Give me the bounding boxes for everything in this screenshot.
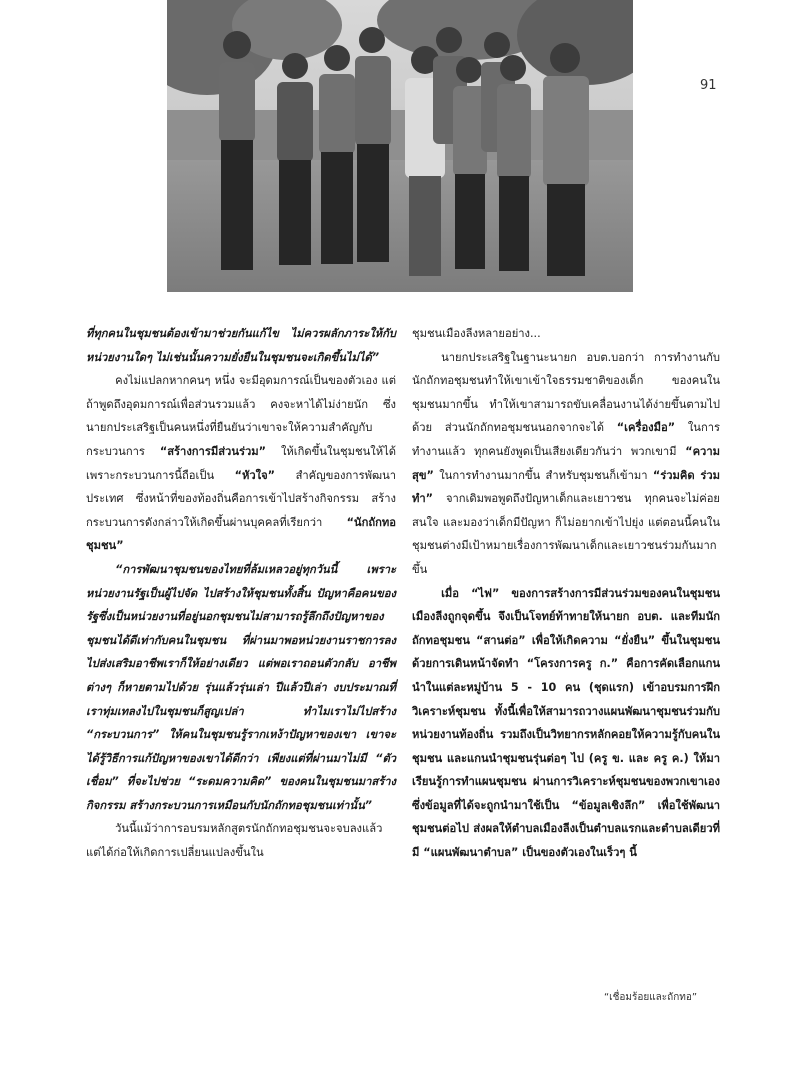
group-photo-icon <box>167 0 633 292</box>
paragraph-mayor <box>412 346 720 582</box>
bold-run: “ร่วมคิด ร่วมทำ” <box>412 468 721 506</box>
bold-run: “นักถักทอชุมชน” <box>86 515 396 553</box>
paragraph-today: วันนี้แม้ว่าการอบรมหลักสูตรนักถักทอชุมชนจะจบลงแล้ว แต่ได้ก่อให้เกิดการเปลี่ยนแปลงขึ้นใน <box>86 822 383 860</box>
text-run: จากเดิมพอพูดถึงปัญหาเด็กและเยาวชน ทุกคนจะไม่ค่อยสนใจ และมองว่าเด็กมีปัญหา ก็ไม่อยากเข้าไปยุ่ง แต่ตอนนี้คนในชุมชนต่างมีเป้าหมายเรื่องการพัฒนาเด็กและเยาวชนร่วมกันมากขึ้น <box>412 492 720 576</box>
paragraph-ideology <box>86 369 396 558</box>
bold-run: “ความสุข” <box>412 444 720 482</box>
text-run: ในการทำงานแล้ว ทุกคนยังพูดเป็นเสียงเดียวกันว่า พวกเขามี <box>412 421 721 458</box>
quote-intro: ที่ทุกคนในชุมชนต้องเข้ามาช่วยกันแก้ไข ไม่ควรผลักภาระให้กับหน่วยงานใดๆ ไม่เช่นนั้นความยั่งยืนในชุมชนจะเกิดขึ้นไม่ได้” <box>86 327 396 364</box>
text-run: ให้เกิดขึ้นในชุมชนให้ได้ เพราะกระบวนการนี้ถือเป็น <box>86 444 396 482</box>
quote-development: “การพัฒนาชุมชนของไทยที่ล้มเหลวอยู่ทุกวันนี้ เพราะหน่วยงานรัฐเป็นผู้ไปจัด ไปสร้างให้ชุมชนทั้งสิ้น ปัญหาคือคนของรัฐซึ่งเป็นหน่วยงานที่อยู่นอกชุมชนไม่สามารถรู้ลึกถึงปัญหาของชุมชนได้ดีเท่ากับคนในชุมชน ที่ผ่านมาพอหน่วยงานราชการลงไปส่งเสริมอาชีพเราก็ให้อย่างเดียว แต่พอเราถอนตัวกลับ อาชีพต่างๆ ก็หายตามไปด้วย รุ่นแล้วรุ่นเล่า ปีแล้วปีเล่า งบประมาณที่เราทุ่มเทลงไปในชุมชนก็สูญเปล่า ทำไมเราไม่ไปสร้าง “กระบวนการ” ให้คนในชุมชนรู้รากเหง้าปัญหาของเขา เขาจะได้รู้วิธีการแก้ปัญหาของเขาได้ดีกว่า เพียงแต่ที่ผ่านมาไม่มี “ตัวเชื่อม” ที่จะไปช่วย “ระดมความคิด” ของคนในชุมชนมาสร้างกิจกรรม สร้างกระบวนการเหมือนกับนักถักทอชุมชนเท่านั้น” <box>86 562 396 812</box>
text-run: นายกประเสริฐในฐานะนายก อบต.บอกว่า การทำงานกับนักถักทอชุมชนทำให้เขาเข้าใจธรรมชาติของเด็ก ของคนในชุมชนมากขึ้น ทำให้เขาสามารถขับเคลื่อนงานได้ง่ายขึ้นตามไปด้วย ส่วนนักถักทอชุมชนนอกจากจะได้ <box>412 350 720 435</box>
right-column <box>412 322 720 865</box>
text-run: ในการทำงานมากขึ้น สำหรับชุมชนก็เข้ามา <box>433 468 653 482</box>
text-run: สำคัญของการพัฒนาประเทศ ซึ่งหน้าที่ของท้องถิ่นคือการเข้าไปสร้างกิจกรรม สร้างกระบวนการดังกล่าวให้เกิดขึ้นผ่านบุคคลที่เรียกว่า <box>86 468 396 529</box>
left-column <box>86 322 396 865</box>
page-number: 91 <box>700 78 717 93</box>
bold-run: “สร้างการมีส่วนร่วม” <box>159 444 266 458</box>
group-photo <box>167 0 633 292</box>
bold-run: “เครื่องมือ” <box>616 421 676 435</box>
bold-run: “หัวใจ” <box>234 468 276 482</box>
paragraph-fire: เมื่อ “ไฟ” ของการสร้างการมีส่วนร่วมของคนในชุมชนเมืองลีงถูกจุดขึ้น จึงเป็นโจทย์ท้าทายให้นายก อบต. และทีมนักถักทอชุมชน “สานต่อ” เพื่อให้เกิดความ “ยั่งยืน” ขึ้นในชุมชน ด้วยการเดินหน้าจัดทำ “โครงการครู ก.” คือการคัดเลือกแกนนำในแต่ละหมู่บ้าน 5 - 10 คน (ชุดแรก) เข้าอบรมการฝึกวิเคราะห์ชุมชน ทั้งนี้เพื่อให้สามารถวางแผนพัฒนาชุมชนร่วมกับหน่วยงานท้องถิ่น รวมถึงเป็นวิทยากรหลักคอยให้ความรู้กับคนในชุมชน และแกนนำชุมชนรุ่นต่อๆ ไป (ครู ข. และ ครู ค.) ให้มาเรียนรู้การทำแผนชุมชน ผ่านการวิเคราะห์ชุมชนของพวกเขาเอง ซึ่งข้อมูลที่ได้จะถูกนำมาใช้เป็น “ข้อมูลเชิงลึก” เพื่อใช้พัฒนาชุมชนต่อไป ส่งผลให้ตำบลเมืองลีงเป็นตำบลแรกและตำบลเดียวที่มี “แผนพัฒนาตำบล” เป็นของตัวเองในเร็วๆ นี้ <box>412 586 720 860</box>
footer-title: “เชื่อมร้อยและถักทอ” <box>604 992 698 1003</box>
text-run: คงไม่แปลกหากคนๆ หนึ่ง จะมีอุดมการณ์เป็นของตัวเอง แต่ถ้าพูดถึงอุดมการณ์เพื่อส่วนรวมแล้ว คงจะหาได้ไม่ง่ายนัก ซึ่งนายกประเสริฐเป็นคนหนึ่งที่ยืนยันว่าเขาจะให้ความสำคัญกับกระบวนการ <box>86 374 396 458</box>
paragraph-continuation: ชุมชนเมืองลีงหลายอย่าง... <box>412 327 541 340</box>
